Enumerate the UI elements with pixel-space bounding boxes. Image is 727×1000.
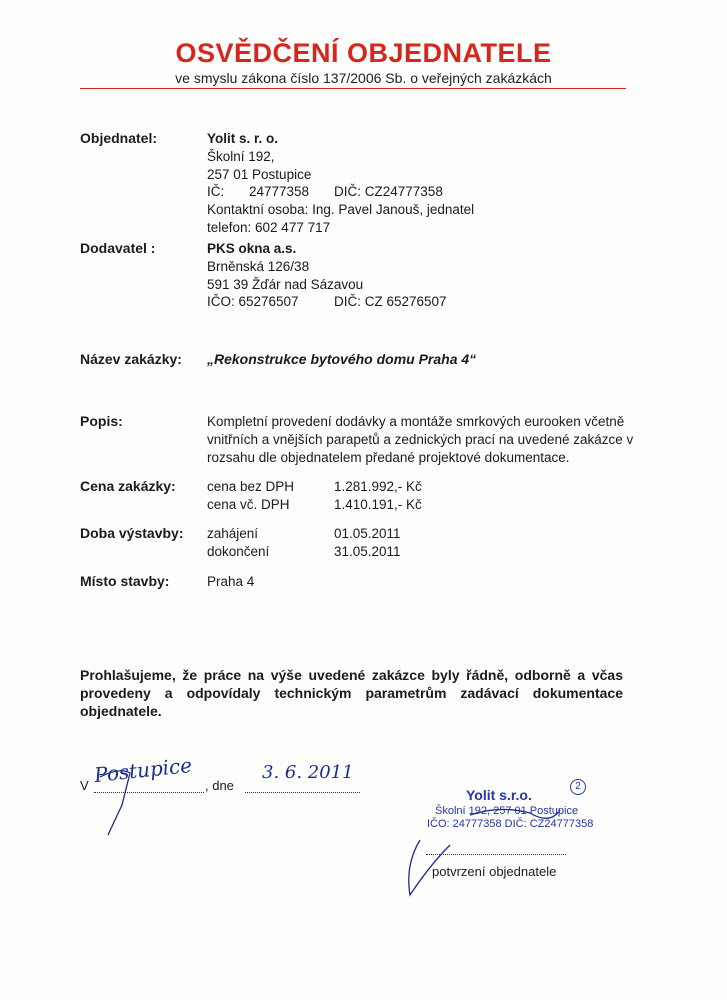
document-subtitle: ve smyslu zákona číslo 137/2006 Sb. o veřejných zakázkách xyxy=(175,70,552,86)
stamp-address: Školní 192, 257 01 Postupice xyxy=(435,805,579,817)
doba-label: Doba výstavby: xyxy=(80,525,184,541)
cena-bez-label: cena bez DPH xyxy=(207,479,295,494)
popis-line: rozsahu dle objednatelem předané projektové dokumentace. xyxy=(207,449,570,465)
stamp-ids: IČO: 24777358 DIČ: CZ24777358 xyxy=(427,818,594,830)
objednatel-street: Školní 192, xyxy=(207,148,275,164)
declaration-line: Prohlašujeme, že práce na výše uvedené zakázce byly řádně, odborně a včas xyxy=(80,667,623,683)
document-title: OSVĚDČENÍ OBJEDNATELE xyxy=(175,38,552,68)
cena-values xyxy=(334,478,422,514)
dodavatel-ico: IČO: 65276507 xyxy=(207,294,299,310)
dodavatel-ids xyxy=(207,293,447,311)
declaration-line: provedeny a odpovídaly technickým parametrům zadávací dokumentace xyxy=(80,685,623,701)
popis-label: Popis: xyxy=(80,413,123,429)
dodavatel-dic: DIČ: CZ 65276507 xyxy=(334,294,447,310)
objednatel-ic-label: IČ: xyxy=(207,184,225,200)
place-v-label: V xyxy=(80,778,89,793)
doba-labels xyxy=(207,525,269,561)
dodavatel-city: 591 39 Žďár nad Sázavou xyxy=(207,276,364,292)
objednatel-dic-label: DIČ: xyxy=(334,184,361,200)
declaration-line: objednatele. xyxy=(80,703,162,719)
date-handwritten: 3. 6. 2011 xyxy=(262,762,354,783)
dodavatel-street: Brněnská 126/38 xyxy=(207,258,310,274)
objednatel-city: 257 01 Postupice xyxy=(207,166,312,182)
objednatel-block xyxy=(207,130,474,237)
objednatel-label: Objednatel: xyxy=(80,130,158,146)
doba-end-label: dokončení xyxy=(207,543,270,559)
objednatel-dic: CZ24777358 xyxy=(364,184,443,200)
dodavatel-label: Dodavatel : xyxy=(80,240,156,256)
misto-value: Praha 4 xyxy=(207,574,255,589)
signature-strokes xyxy=(60,752,727,905)
confirm-label: potvrzení objednatele xyxy=(432,864,557,879)
objednatel-ic: 24777358 xyxy=(249,184,310,200)
cena-bez-value: 1.281.992,- Kč xyxy=(334,479,422,494)
popis-line: Kompletní provedení dodávky a montáže smrkových eurooken včetně xyxy=(207,414,625,429)
cena-label: Cena zakázky: xyxy=(80,478,176,494)
objednatel-phone: telefon: 602 477 717 xyxy=(207,219,331,235)
zakazka-label: Název zakázky: xyxy=(80,351,182,367)
zakazka-name: „Rekonstrukce bytového domu Praha 4“ xyxy=(207,351,477,367)
cena-labels xyxy=(207,478,294,514)
stamp-company: Yolit s.r.o. xyxy=(466,787,532,803)
objednatel-contact: Kontaktní osoba: Ing. Pavel Janouš, jednatel xyxy=(207,202,475,218)
stamp-number: 2 xyxy=(570,779,586,795)
dodavatel-block xyxy=(207,240,447,311)
doba-values xyxy=(334,525,401,561)
date-dne-label: , dne xyxy=(205,778,234,793)
doba-start-label: zahájení xyxy=(207,526,259,541)
objednatel-name: Yolit s. r. o. xyxy=(207,131,279,146)
title-divider xyxy=(80,88,626,89)
place-handwritten: Postupice xyxy=(93,752,194,788)
doba-end-value: 31.05.2011 xyxy=(334,543,401,559)
popis-line: vnitřních a vnějších parapetů a zednických prací na uvedené zakázce v xyxy=(207,431,634,447)
cena-vc-label: cena vč. DPH xyxy=(207,496,290,512)
doba-start-value: 01.05.2011 xyxy=(334,526,401,541)
dodavatel-name: PKS okna a.s. xyxy=(207,241,297,256)
declaration xyxy=(80,666,623,720)
cena-vc-value: 1.410.191,- Kč xyxy=(334,496,422,512)
popis-text xyxy=(207,413,637,466)
misto-label: Místo stavby: xyxy=(80,573,170,589)
objednatel-ids xyxy=(207,183,474,201)
signature-dotted-line xyxy=(426,842,566,855)
